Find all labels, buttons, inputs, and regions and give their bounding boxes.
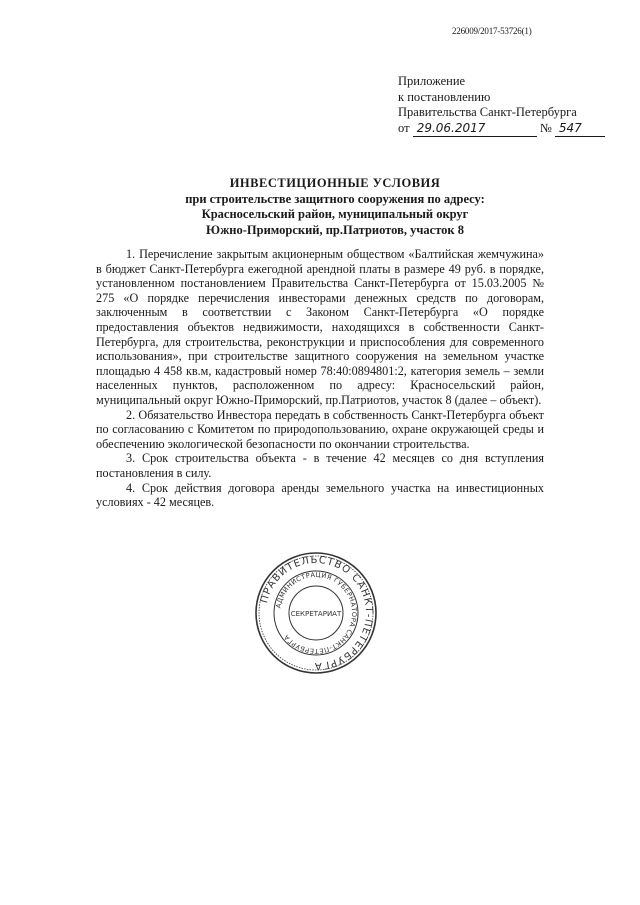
title-heading: ИНВЕСТИЦИОННЫЕ УСЛОВИЯ: [229, 176, 441, 190]
number-prefix: №: [539, 120, 552, 135]
seal-center-text: СЕКРЕТАРИАТ: [290, 610, 342, 618]
date-prefix: от: [398, 120, 410, 135]
appendix-line-2: к постановлению: [398, 89, 491, 104]
handwritten-number: 547: [555, 121, 605, 138]
paragraph-1: 1. Перечисление закрытым акционерным обществом «Балтийская жемчужина» в бюджет Санкт-Петербурга ежегодной арендной платы в размере 49 руб. в порядке, установленном постановлением Правительства Санкт-Петербурга от 15.03.2005 № 275 «О порядке перечисления инвесторами денежных средств по договорам, заключенным в соответствии с Законом Санкт-Петербурга «О порядке предоставления объектов недвижимости, находящихся в собственности Санкт-Петербурга, для строительства, реконструкции и приспособления для современного использования», при строительстве защитного сооружения на земельном участке площадью 4 458 кв.м, кадастровый номер 78:40:0894801:2, категория земель – земли населенных пунктов, расположенном по адресу: Красносельский район, муниципальный округ Южно-Приморский, пр.Патриотов, участок 8 (далее – объект).: [96, 247, 544, 407]
document-registration-number: 226009/2017-53726(1): [452, 26, 532, 36]
appendix-date-line: [398, 121, 605, 138]
official-seal-stamp: [254, 551, 378, 675]
seal-graphic: [254, 551, 378, 675]
title-line-4: Южно-Приморский, пр.Патриотов, участок 8: [205, 222, 464, 237]
appendix-line-3: Правительства Санкт-Петербурга: [398, 105, 577, 119]
paragraph-3: 3. Срок строительства объекта - в течение 42 месяцев со дня вступления постановления в силу.: [96, 451, 544, 480]
paragraph-2: 2. Обязательство Инвестора передать в собственность Санкт-Петербурга объект по согласованию с Комитетом по природопользованию, охране окружающей среды и обеспечению экологической безопасности по окончании строительства.: [96, 407, 544, 451]
title-line-3: Красносельский район, муниципальный округ: [201, 207, 469, 221]
appendix-block: [398, 74, 605, 137]
handwritten-date: 29.06.2017: [413, 121, 537, 138]
seal-inner-text: АДМИНИСТРАЦИЯ ГУБЕРНАТОРА САНКТ-ПЕТЕРБУРГА: [274, 570, 359, 656]
title-line-2: при строительстве защитного сооружения по адресу:: [185, 191, 485, 206]
appendix-line-1: Приложение: [398, 74, 466, 88]
seal-outer-text: ПРАВИТЕЛЬСТВО САНКТ-ПЕТЕРБУРГА: [258, 554, 375, 672]
paragraph-4: 4. Срок действия договора аренды земельного участка на инвестиционных условиях - 42 месяцев.: [96, 480, 544, 510]
document-body: [96, 247, 544, 510]
document-title: [130, 176, 540, 238]
